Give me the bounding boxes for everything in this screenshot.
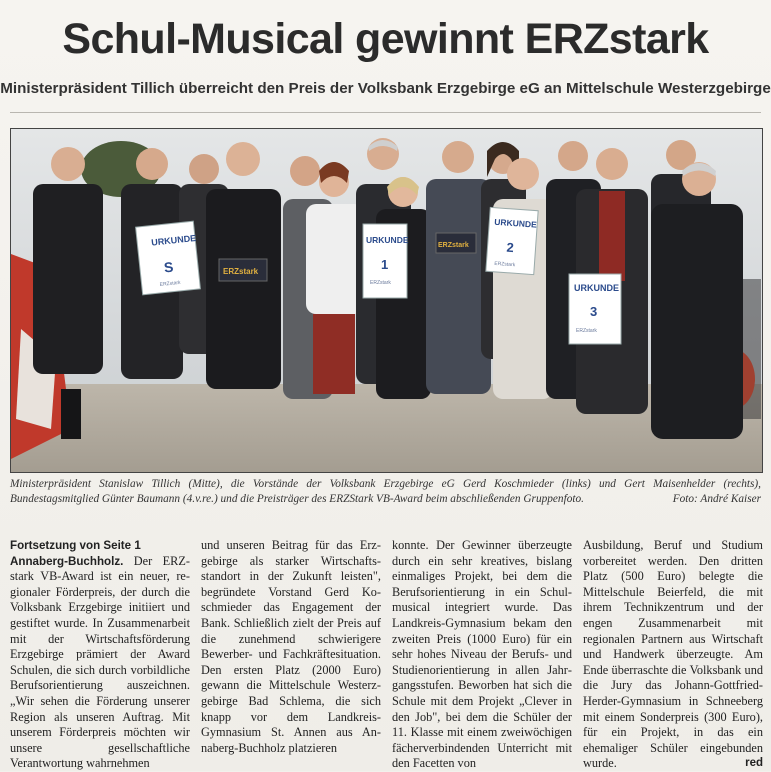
group-photo (10, 128, 763, 473)
dateline: Annaberg-Buchholz. (10, 554, 124, 568)
column-2-text: und unseren Beitrag für das Erzgebirge als starker Wirtschaftsstandort in der Zukunft leisten", begründete Vorstand Gerd Koschmieder das Engagement der Bank. Schließlich zielt der Preis auf die zunehmend schwierigere Bewerber- und Fachkräftesituation. Den ersten Platz (2000 Euro) gewann die Mittelschule Westerzgebirge Bad Schlema, die sich knapp vor dem Landkreis-Gymnasium St. Annen aus Annaberg-Buchholz platzieren (201, 538, 381, 755)
award-label: ERZstark (223, 267, 259, 276)
certificate-title: URKUNDE (574, 283, 619, 293)
column-3-text: konnte. Der Gewinner überzeugte durch ein sehr kreatives, bislang einmaliges Projekt, bei dem die Berufsorientierung in ein Schulmusical integriert wurde. Das Landkreis-Gymnasium bekam den zweiten Preis (1000 Euro) für ein sehr hohes Niveau der Berufs- und Studienorientierung in allen Jahrgangsstufen. Beworben hat sich die Schule mit dem Projekt „Clever in den Job", bei dem die Schüler der 11. Klasse mit einem zweiwöchigen fächerverbindenden Unterricht mit den Facetten von (392, 538, 572, 771)
continuation-note: Fortsetzung von Seite 1 (10, 539, 141, 552)
certificate-second (486, 207, 538, 274)
certificate-small-text: ERZstark (576, 328, 597, 334)
subheadline: Ministerpräsident Tillich überreicht den Preis der Volksbank Erzgebirge eG an Mittelschule Westerzgebirge (0, 80, 771, 97)
certificate-label: 3 (590, 304, 598, 319)
award-label: ERZstark (438, 242, 469, 249)
certificate-title: URKUNDE (493, 216, 538, 230)
group-photo-illustration (11, 129, 762, 472)
column-1-text: Der ERZstark VB-Award ist ein neuer, regionaler Förderpreis, der durch die Volksbank Erzgebirge initiiert und gestiftet wurde. In Zusammenarbeit mit der Wirtschaftsförderung Erzgebirge prämiert der Award Schulen, die sich durch vorbildliche Berufsorientierung auszeichnen. „Wir sehen die Förderung unserer Region als unseren Auftrag. Mit unserem Förderpreis möchten wir unsere gesellschaftliche Verantwortung wahrnehmen (10, 553, 190, 771)
award-plaque (219, 259, 267, 281)
headline: Schul-Musical gewinnt ERZstark (62, 15, 709, 63)
certificate-small-text: ERZstark (370, 280, 391, 286)
article-body (10, 538, 763, 771)
certificate-label: 2 (506, 239, 515, 256)
certificate-small-text: ERZstark (494, 260, 516, 269)
column-4-text: Ausbildung, Beruf und Studium vorbereitet werden. Den dritten Platz (500 Euro) belegte die Mittelschule Beierfeld, die mit ihrem Technikzentrum und der engen Zusammenarbeit mit regionalen Partnern aus Wirtschaft und Handwerk überzeugte. Am Ende überraschte die Volksbank und die Jury das Johann-Gottfried-Herder-Gymnasium in Schneeberg mit einem Sonderpreis (300 Euro), für ein Projekt, in das ein ehemaliger Schüler eingebunden wurde. (583, 538, 763, 771)
article-column-4 (583, 538, 763, 771)
certificate-label: S (163, 258, 175, 276)
photo-credit: Foto: André Kaiser (672, 493, 761, 505)
certificate-title: URKUNDE (366, 235, 409, 245)
certificate-title: URKUNDE (150, 232, 197, 248)
author-signature: red (745, 757, 763, 770)
certificate-label: 1 (381, 257, 389, 272)
certificate-special (136, 221, 201, 295)
article-column-1 (10, 538, 190, 771)
certificate-first (363, 224, 409, 298)
article-column-2 (201, 538, 381, 764)
article-column-3 (392, 538, 572, 771)
caption-text: Ministerpräsident Stanislaw Tillich (Mitte), die Vorstände der Volksbank Erzgebirge eG Gerd Koschmieder (links) und Gert Maisenhelder (rechts), Bundestagsmitglied Günter Baumann (4.v.re.) und die Preisträger des ERZStark VB-Award beim abschließenden Gruppenfoto. (10, 478, 761, 505)
photo-caption (10, 477, 761, 507)
divider (10, 112, 761, 113)
certificate-small-text: ERZstark (159, 279, 181, 288)
award-plaque (436, 233, 476, 253)
certificate-third (569, 274, 621, 344)
